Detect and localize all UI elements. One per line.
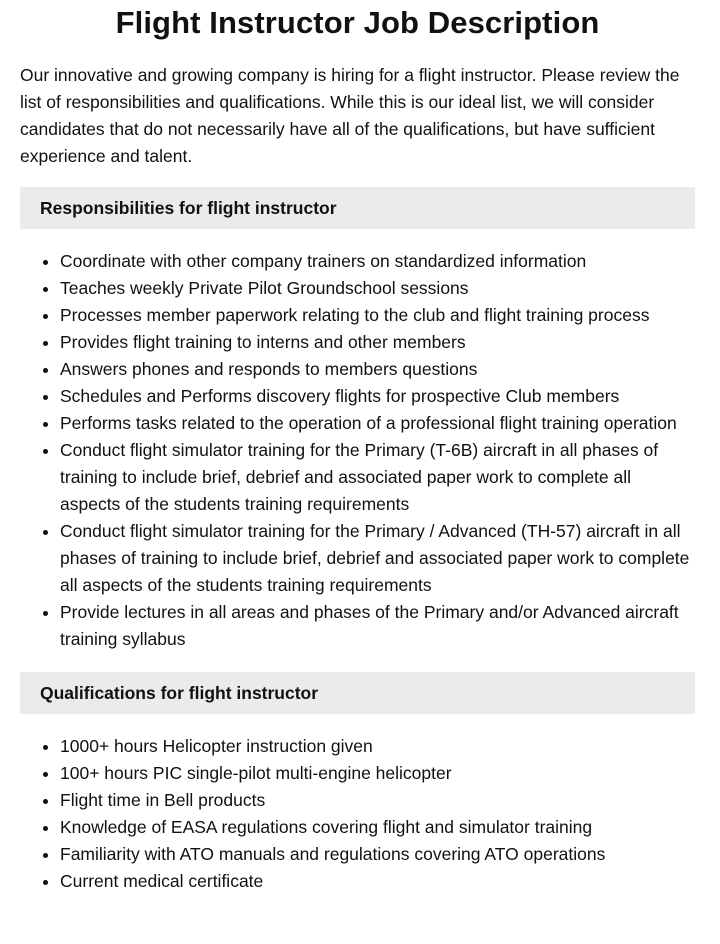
list-item: • Performs tasks related to the operation of a professional flight training operation xyxy=(60,410,695,437)
list-item: • Conduct flight simulator training for the Primary (T-6B) aircraft in all phases of training to include brief, debrief and associated paper work to complete all aspects of the students training requirements xyxy=(60,437,695,518)
list-item: • Flight time in Bell products xyxy=(60,787,695,814)
list-item: • 100+ hours PIC single-pilot multi-engine helicopter xyxy=(60,760,695,787)
list-item: • Provide lectures in all areas and phases of the Primary and/or Advanced aircraft training syllabus xyxy=(60,599,695,653)
page-title: Flight Instructor Job Description xyxy=(115,5,600,40)
list-item: • Processes member paperwork relating to the club and flight training process xyxy=(60,302,695,329)
list-item: • Familiarity with ATO manuals and regulations covering ATO operations xyxy=(60,841,695,868)
list-item: • Provides flight training to interns and other members xyxy=(60,329,695,356)
list-item: • Teaches weekly Private Pilot Groundschool sessions xyxy=(60,275,695,302)
qualifications-heading: Qualifications for flight instructor xyxy=(20,672,695,714)
list-item: • Current medical certificate xyxy=(60,868,695,895)
list-item: • Knowledge of EASA regulations covering flight and simulator training xyxy=(60,814,695,841)
list-item: • Schedules and Performs discovery flights for prospective Club members xyxy=(60,383,695,410)
intro-paragraph: Our innovative and growing company is hiring for a flight instructor. Please review the list of responsibilities and qualifications. While this is our ideal list, we will consider candidates that do not necessarily have all of the qualifications, but have sufficient experience and talent. xyxy=(20,65,680,166)
list-item: • Answers phones and responds to members questions xyxy=(60,356,695,383)
list-item: • Conduct flight simulator training for the Primary / Advanced (TH-57) aircraft in all phases of training to include brief, debrief and associated paper work to complete all aspects of the students training requirements xyxy=(60,518,695,599)
qualifications-list xyxy=(20,733,695,895)
responsibilities-heading: Responsibilities for flight instructor xyxy=(20,187,695,229)
list-item: • 1000+ hours Helicopter instruction given xyxy=(60,733,695,760)
list-item: • Coordinate with other company trainers on standardized information xyxy=(60,248,695,275)
responsibilities-list xyxy=(20,248,695,653)
